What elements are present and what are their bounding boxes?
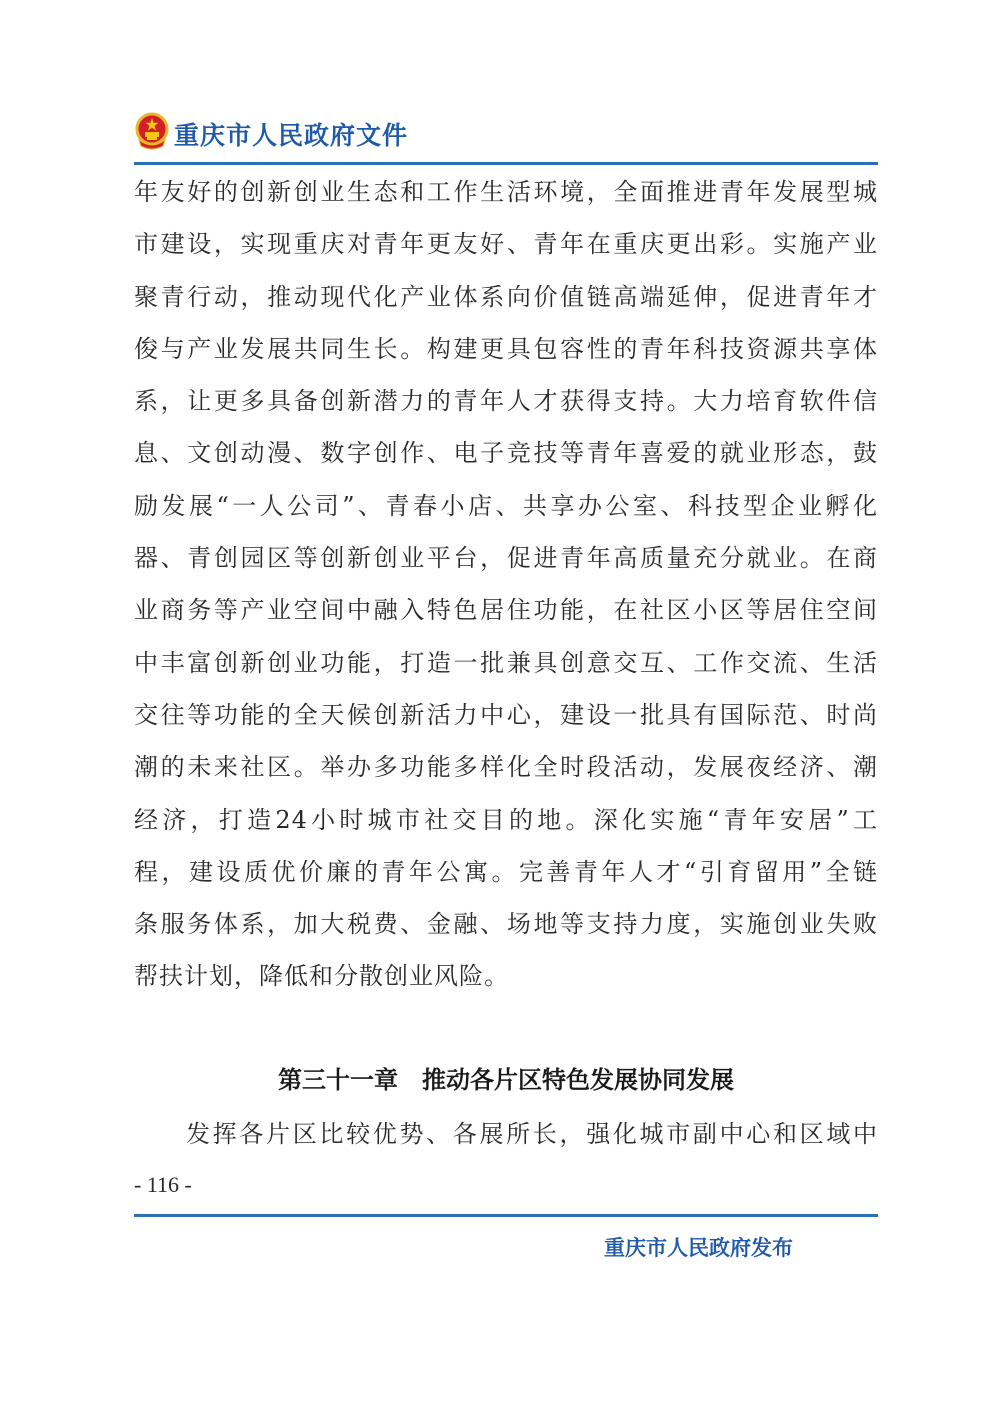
text-line: 系，让更多具备创新潜力的青年人才获得支持。大力培育软件信 xyxy=(134,387,878,416)
chapter-first-line: 发挥各片区比较优势、各展所长，强化城市副中心和区域中 xyxy=(186,1120,878,1148)
text-line: 潮的未来社区。举办多功能多样化全时段活动，发展夜经济、潮 xyxy=(134,753,878,782)
text-line: 器、青创园区等创新创业平台，促进青年高质量充分就业。在商 xyxy=(134,544,878,573)
header-divider xyxy=(134,162,878,165)
text-line: 聚青行动，推动现代化产业体系向价值链高端延伸，促进青年才 xyxy=(134,282,878,311)
footer-publisher: 重庆市人民政府发布 xyxy=(604,1236,793,1260)
text-line: 息、文创动漫、数字创作、电子竞技等青年喜爱的就业形态，鼓 xyxy=(134,439,878,468)
text-line: 励发展“一人公司”、青春小店、共享办公室、科技型企业孵化 xyxy=(134,491,878,520)
text-line: 业商务等产业空间中融入特色居住功能，在社区小区等居住空间 xyxy=(134,596,878,625)
text-line: 市建设，实现重庆对青年更友好、青年在重庆更出彩。实施产业 xyxy=(134,230,878,259)
text-line: 交往等功能的全天候创新活力中心，建设一批具有国际范、时尚 xyxy=(134,700,878,729)
text-line: 条服务体系，加大税费、金融、场地等支持力度，实施创业失败 xyxy=(134,910,878,939)
page-number: - 116 - xyxy=(134,1172,192,1197)
text-line: 中丰富创新创业功能，打造一批兼具创意交互、工作交流、生活 xyxy=(134,648,878,677)
body-paragraph xyxy=(134,166,878,1003)
chapter-title: 第三十一章 推动各片区特色发展协同发展 xyxy=(278,1066,734,1094)
document-header xyxy=(134,108,878,160)
text-line: 程，建设质优价廉的青年公寓。完善青年人才“引育留用”全链 xyxy=(134,857,878,886)
text-line: 经济，打造24小时城市社交目的地。深化实施“青年安居”工 xyxy=(134,805,878,834)
national-emblem-icon xyxy=(134,112,170,150)
header-title: 重庆市人民政府文件 xyxy=(174,121,409,150)
footer-divider xyxy=(134,1214,878,1217)
text-line: 俊与产业发展共同生长。构建更具包容性的青年科技资源共享体 xyxy=(134,334,878,363)
text-line: 年友好的创新创业生态和工作生活环境，全面推进青年发展型城 xyxy=(134,178,878,206)
text-line: 帮扶计划，降低和分散创业风险。 xyxy=(134,962,509,991)
